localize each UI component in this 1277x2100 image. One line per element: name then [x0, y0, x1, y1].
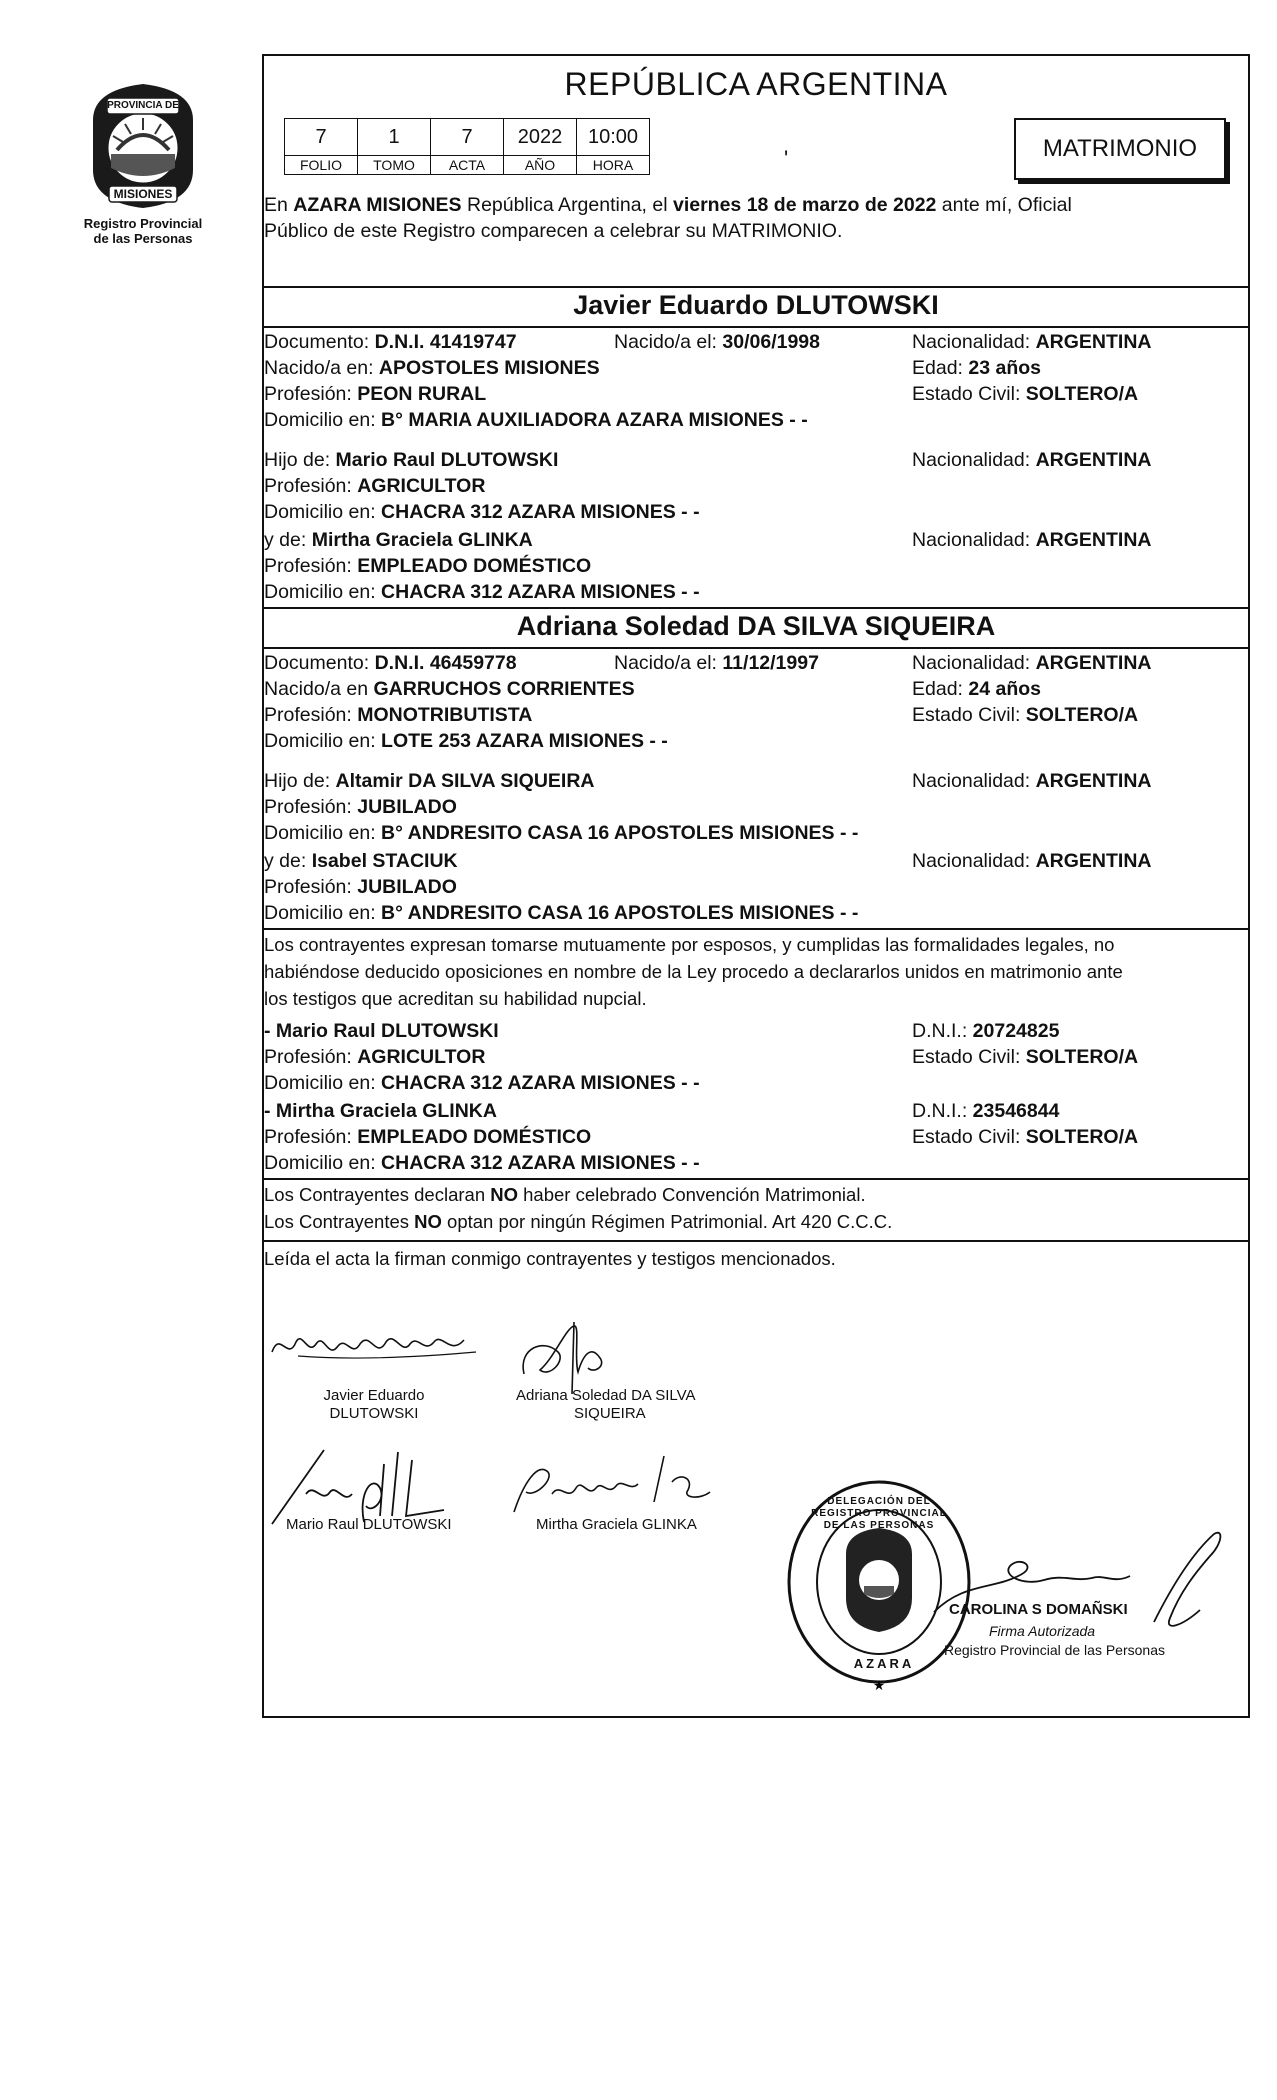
- witness1-address: Domicilio en: CHACRA 312 AZARA MISIONES - -: [264, 1072, 700, 1094]
- spouse2-father-profession: Profesión: JUBILADO: [264, 796, 457, 818]
- divider: [264, 607, 1248, 609]
- year-label: AÑO: [504, 156, 577, 175]
- spouse1-nationality: Nacionalidad: ARGENTINA: [912, 331, 1152, 353]
- spouse2-mother-address: Domicilio en: B° ANDRESITO CASA 16 APOSTOLES MISIONES - -: [264, 902, 859, 924]
- spouse2-mother-nationality: Nacionalidad: ARGENTINA: [912, 850, 1152, 872]
- official-office: Registro Provincial de las Personas: [944, 1642, 1165, 1658]
- folio-label: FOLIO: [285, 156, 358, 175]
- spouse2-name: Adriana Soledad DA SILVA SIQUEIRA: [516, 611, 996, 641]
- divider: [264, 928, 1248, 930]
- tomo-label: TOMO: [358, 156, 431, 175]
- hour-value: 10:00: [577, 119, 650, 156]
- logo-ring-bottom-text: MISIONES: [113, 187, 173, 201]
- seal-bottom-text: AZARA: [853, 1656, 915, 1671]
- witness1-name: - Mario Raul DLUTOWSKI: [264, 1020, 499, 1042]
- spouse1-father: Hijo de: Mario Raul DLUTOWSKI: [264, 449, 559, 471]
- witness1-civil-status: Estado Civil: SOLTERO/A: [912, 1046, 1139, 1068]
- declaration-line3: los testigos que acreditan su habilidad nupcial.: [264, 988, 647, 1009]
- hour-label: HORA: [577, 156, 650, 175]
- act-type-badge: MATRIMONIO: [1014, 118, 1226, 180]
- witness2-dni: D.N.I.: 23546844: [912, 1100, 1060, 1122]
- convention-statement: Los Contrayentes declaran NO haber celebrado Convención Matrimonial.: [264, 1184, 866, 1205]
- regime-statement: Los Contrayentes NO optan por ningún Régimen Patrimonial. Art 420 C.C.C.: [264, 1211, 893, 1232]
- svg-text:★: ★: [872, 1678, 886, 1694]
- spouse1-document: Documento: D.N.I. 41419747: [264, 331, 517, 353]
- intro-date: 18 de marzo de 2022: [746, 194, 937, 216]
- witness2-civil-status: Estado Civil: SOLTERO/A: [912, 1126, 1139, 1148]
- tick-mark: ': [784, 146, 789, 171]
- spouse1-mother: y de: Mirtha Graciela GLINKA: [264, 529, 533, 551]
- spouse2-signature-caption: Adriana Soledad DA SILVA SIQUEIRA: [516, 1387, 696, 1422]
- country-title: REPÚBLICA ARGENTINA: [564, 66, 948, 102]
- divider: [264, 647, 1248, 649]
- folio-value: 7: [285, 119, 358, 156]
- logo-caption-line2: de las Personas: [93, 231, 193, 246]
- witness2-profession: Profesión: EMPLEADO DOMÉSTICO: [264, 1126, 592, 1148]
- witness2-signature-caption: Mirtha Graciela GLINKA: [536, 1516, 697, 1533]
- declaration-line2: habiéndose deducido oposiciones en nombre de la Ley procedo a declararlos unidos en matrimonio ante: [264, 961, 1123, 982]
- intro-line2: Público de este Registro comparecen a celebrar su MATRIMONIO.: [264, 220, 843, 242]
- logo-caption: [72, 216, 214, 246]
- official-name: CAROLINA S DOMAÑSKI: [949, 1601, 1128, 1618]
- spouse2-address: Domicilio en: LOTE 253 AZARA MISIONES - -: [264, 730, 668, 752]
- witness2-signature: [504, 1442, 724, 1522]
- certificate-frame: [262, 54, 1250, 1718]
- divider: [264, 286, 1248, 288]
- spouse1-age: Edad: 23 años: [912, 357, 1042, 379]
- spouse2-birthdate: Nacido/a el: 11/12/1997: [614, 652, 819, 674]
- witness2-address: Domicilio en: CHACRA 312 AZARA MISIONES - -: [264, 1152, 700, 1174]
- registry-logo: [72, 80, 214, 246]
- witness1-signature-caption: Mario Raul DLUTOWSKI: [286, 1516, 452, 1533]
- spouse2-document: Documento: D.N.I. 46459778: [264, 652, 517, 674]
- spouse1-mother-nationality: Nacionalidad: ARGENTINA: [912, 529, 1152, 551]
- intro-weekday: viernes: [672, 194, 742, 216]
- spouse2-nationality: Nacionalidad: ARGENTINA: [912, 652, 1152, 674]
- spouse2-father: Hijo de: Altamir DA SILVA SIQUEIRA: [264, 770, 595, 792]
- spouse2-profession: Profesión: MONOTRIBUTISTA: [264, 704, 533, 726]
- spouse1-birthdate: Nacido/a el: 30/06/1998: [614, 331, 821, 353]
- logo-caption-line1: Registro Provincial: [83, 216, 203, 231]
- divider: [264, 326, 1248, 328]
- acta-label: ACTA: [431, 156, 504, 175]
- intro-place: AZARA MISIONES: [293, 194, 462, 216]
- tomo-value: 1: [358, 119, 431, 156]
- logo-ring-top-text: PROVINCIA DE: [107, 100, 179, 111]
- spouse1-profession: Profesión: PEON RURAL: [264, 383, 487, 405]
- registry-numbers-table: [284, 118, 650, 175]
- spouse1-birthplace: Nacido/a en: APOSTOLES MISIONES: [264, 357, 600, 379]
- divider: [264, 1178, 1248, 1180]
- spouse2-civil-status: Estado Civil: SOLTERO/A: [912, 704, 1139, 726]
- year-value: 2022: [504, 119, 577, 156]
- closing-statement: Leída el acta la firman conmigo contrayentes y testigos mencionados.: [264, 1248, 836, 1269]
- spouse2-birthplace: Nacido/a en GARRUCHOS CORRIENTES: [264, 678, 635, 700]
- spouse1-mother-profession: Profesión: EMPLEADO DOMÉSTICO: [264, 555, 592, 577]
- divider: [264, 1240, 1248, 1242]
- spouse2-age: Edad: 24 años: [912, 678, 1042, 700]
- spouse1-civil-status: Estado Civil: SOLTERO/A: [912, 383, 1139, 405]
- spouse2-signature: [514, 1318, 634, 1398]
- spouse1-name: Javier Eduardo DLUTOWSKI: [573, 290, 939, 320]
- spouse2-father-address: Domicilio en: B° ANDRESITO CASA 16 APOSTOLES MISIONES - -: [264, 822, 859, 844]
- spouse1-father-address: Domicilio en: CHACRA 312 AZARA MISIONES - -: [264, 501, 700, 523]
- spouse1-mother-address: Domicilio en: CHACRA 312 AZARA MISIONES - -: [264, 581, 700, 603]
- spouse1-father-nationality: Nacionalidad: ARGENTINA: [912, 449, 1152, 471]
- spouse1-address: Domicilio en: B° MARIA AUXILIADORA AZARA MISIONES - -: [264, 409, 808, 431]
- official-title: Firma Autorizada: [989, 1623, 1096, 1639]
- declaration-line1: Los contrayentes expresan tomarse mutuamente por esposos, y cumplidas las formalidades legales, no: [264, 934, 1115, 955]
- witness2-name: - Mirtha Graciela GLINKA: [264, 1100, 497, 1122]
- seal-ring-text: DELEGACIÓN DEL REGISTRO PROVINCIAL DE LAS PERSONAS: [811, 1496, 947, 1531]
- spouse2-mother: y de: Isabel STACIUK: [264, 850, 458, 872]
- witness1-profession: Profesión: AGRICULTOR: [264, 1046, 486, 1068]
- intro-line1: En AZARA MISIONES República Argentina, el viernes 18 de marzo de 2022 ante mí, Oficial: [264, 194, 1072, 216]
- spouse1-father-profession: Profesión: AGRICULTOR: [264, 475, 486, 497]
- spouse1-signature: [268, 1322, 480, 1368]
- witness1-dni: D.N.I.: 20724825: [912, 1020, 1060, 1042]
- spouse2-mother-profession: Profesión: JUBILADO: [264, 876, 457, 898]
- spouse1-signature-caption: Javier Eduardo DLUTOWSKI: [323, 1387, 425, 1422]
- acta-value: 7: [431, 119, 504, 156]
- spouse2-father-nationality: Nacionalidad: ARGENTINA: [912, 770, 1152, 792]
